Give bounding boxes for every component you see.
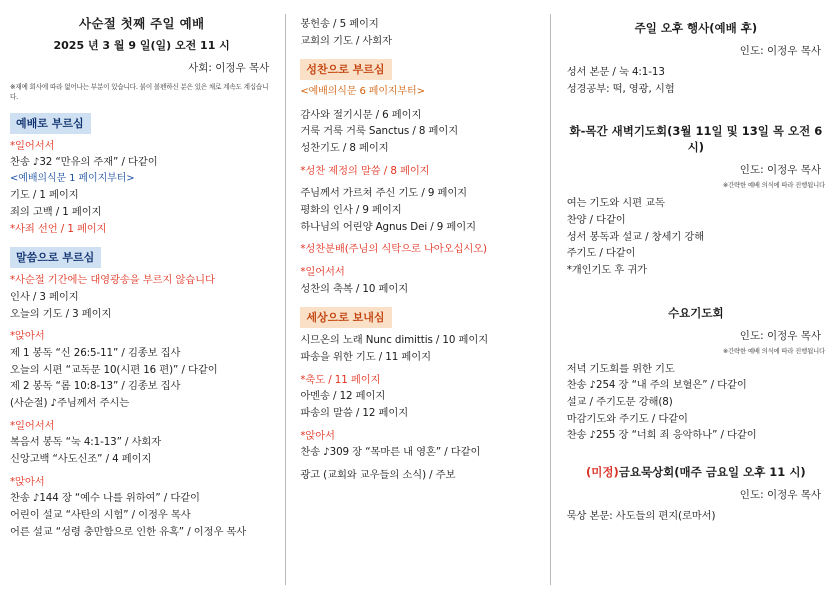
list-item: *축도 / 11 페이지 — [300, 373, 381, 386]
section-body-call-to-word — [10, 272, 273, 540]
list-item: 인사 / 3 페이지 — [10, 291, 79, 303]
list-item: *사죄 선언 / 1 페이지 — [10, 222, 107, 235]
event-note-dawn-prayer: ※간략한 예배 의식에 따라 진행됩니다 — [722, 181, 826, 190]
event-leader-wednesday-prayer: 인도: 이정우 목사 — [739, 329, 822, 342]
section-heading-call-to-word: 말씀으로 부르심 — [10, 247, 101, 268]
list-item: 주기도 / 다같이 — [566, 247, 636, 260]
event-leader-sunday-afternoon: 인도: 이정우 목사 — [739, 45, 822, 57]
column-worship-order — [0, 10, 285, 591]
list-item: 기도 / 1 페이지 — [10, 189, 79, 202]
list-item: *개인기도 후 귀가 — [566, 264, 648, 277]
list-item: *앉아서 — [300, 429, 335, 442]
event-title-sunday-afternoon: 주일 오후 행사(예배 후) — [634, 21, 758, 35]
event-note-wednesday-prayer: ※간략한 예배 의식에 따라 진행됩니다 — [722, 346, 826, 355]
list-item: 찬송 ♪32 “만유의 주재” / 다같이 — [10, 156, 158, 169]
list-item: 평화의 인사 / 9 페이지 — [300, 203, 402, 216]
list-item: 설교 / 주기도문 강해(8) — [566, 396, 673, 409]
list-item: *앉아서 — [10, 475, 45, 488]
list-item: 성찬기도 / 8 페이지 — [300, 141, 389, 154]
list-item: 신앙고백 “사도신조” / 4 페이지 — [10, 453, 152, 466]
list-item: 찬양 / 다같이 — [566, 214, 626, 227]
list-item: 파송의 말씀 / 12 페이지 — [300, 406, 409, 419]
list-item: 찬송 ♪254 장 “내 주의 보혈은” / 다같이 — [566, 379, 747, 392]
header-note: ※재예 회사에 따라 없어나는 부분이 있습니다. 붉이 볼펜하신 분은 있은 채로 계속도 계십습니다. — [10, 83, 269, 101]
list-item: 어린이 설교 “사탄의 시험” / 이정우 목사 — [10, 509, 191, 522]
list-item: 시므온의 노래 Nunc dimittis / 10 페이지 — [300, 334, 489, 347]
section-body-call-to-worship — [10, 138, 273, 238]
list-item: 찬송 ♪144 장 “예수 나를 위하여” / 다같이 — [10, 492, 200, 505]
spacer — [567, 444, 825, 460]
list-item: 성서 봉독과 설교 / 창세기 강해 — [566, 230, 705, 243]
column-communion-order — [286, 10, 549, 591]
section-heading-call-to-worship: 예배로 부르심 — [10, 113, 91, 134]
list-item: 제 1 봉독 “신 26:5-11” / 김종보 집사 — [10, 347, 181, 360]
status-badge-undetermined: (미정) — [586, 465, 619, 480]
list-item: 성경공부: 떡, 영광, 시험 — [566, 82, 675, 95]
event-title-friday-meditation-rest: 금요묵상회(매주 금요일 오후 11 시) — [618, 465, 806, 480]
list-item: 감사와 절기시문 / 6 페이지 — [300, 108, 422, 121]
list-item: 묵상 본문: 사도들의 편지(로마서) — [566, 510, 716, 523]
list-item: 어른 설교 “성령 충만함으로 인한 유혹” / 이정우 목사 — [10, 525, 247, 538]
list-item: (사순절) ♪주님께서 주시는 — [10, 397, 130, 410]
list-item: *성찬분배(주님의 식탁으로 나아오십시오) — [300, 243, 487, 256]
list-item: 광고 (교회와 교우들의 소식) / 주보 — [300, 468, 456, 481]
list-item: 하나님의 어린양 Agnus Dei / 9 페이지 — [300, 220, 476, 233]
list-item: 아멘송 / 12 페이지 — [300, 390, 386, 403]
list-item: 파송을 위한 기도 / 11 페이지 — [300, 350, 431, 363]
list-item: *일어서서 — [10, 419, 55, 432]
list-item: 여는 기도와 시편 교독 — [566, 197, 665, 210]
list-item: 복음서 봉독 “눅 4:1-13” / 사회자 — [10, 436, 162, 449]
spacer — [567, 279, 825, 301]
event-title-wednesday-prayer: 수요기도회 — [668, 305, 724, 320]
section-body-call-to-communion — [300, 84, 539, 297]
section-body-sending-to-world — [300, 332, 539, 483]
officiant-line: 사회: 이정우 목사 — [188, 62, 270, 74]
event-title-friday-meditation — [567, 464, 825, 480]
event-title-dawn-prayer: 화-목간 새벽기도회(3월 11일 및 13일 목 오전 6시) — [569, 124, 823, 155]
list-item: 성찬의 축복 / 10 페이지 — [300, 282, 409, 295]
list-item: 오늘의 시편 “교독문 10(시편 16 편)” / 다같이 — [10, 363, 218, 376]
list-item: 죄의 고백 / 1 페이지 — [10, 205, 102, 218]
event-leader-friday-meditation: 인도: 이정우 목사 — [739, 489, 822, 502]
list-item: 마감기도와 주기도 / 다같이 — [566, 412, 688, 425]
list-item: *앉아서 — [10, 330, 45, 343]
list-item: 성서 본문 / 눅 4:1-13 — [566, 66, 665, 78]
list-item: <예배의식문 6 페이지부터> — [300, 86, 425, 98]
section-heading-call-to-communion: 성찬으로 부르심 — [300, 59, 391, 80]
list-item: 찬송 ♪255 장 “너희 죄 응악하나” / 다같이 — [566, 429, 757, 442]
page-title: 사순절 첫째 주일 예배 — [78, 16, 205, 31]
column-weekly-events — [551, 10, 835, 591]
list-item: 저녁 기도회를 위한 기도 — [566, 362, 675, 375]
list-item: 제 2 봉독 “롬 10:8-13” / 김종보 집사 — [10, 380, 181, 393]
spacer — [567, 97, 825, 119]
list-item: *일어서서 — [10, 139, 55, 152]
list-item: *일어서서 — [300, 265, 345, 278]
list-item: 봉헌송 / 5 페이지 — [300, 18, 379, 30]
section-heading-sending-to-world: 세상으로 보내심 — [300, 307, 391, 328]
list-item: *성찬 제정의 말씀 / 8 페이지 — [300, 164, 430, 177]
list-item: <예배의식문 1 페이지부터> — [10, 173, 135, 185]
list-item: 거룩 거룩 거룩 Sanctus / 8 페이지 — [300, 125, 459, 138]
list-item: 교회의 기도 / 사회자 — [300, 34, 392, 47]
list-item: 찬송 ♪309 장 “목마른 내 영혼” / 다같이 — [300, 446, 481, 459]
list-item: 오늘의 기도 / 3 페이지 — [10, 307, 112, 320]
service-datetime: 2025 년 3 월 9 일(일) 오전 11 시 — [53, 39, 230, 52]
spacer — [567, 10, 825, 16]
list-item: *사순절 기간에는 대영광송을 부르지 않습니다 — [10, 274, 215, 287]
event-leader-dawn-prayer: 인도: 이정우 목사 — [739, 164, 822, 177]
list-item: 주님께서 가르쳐 주신 기도 / 9 페이지 — [300, 187, 468, 200]
